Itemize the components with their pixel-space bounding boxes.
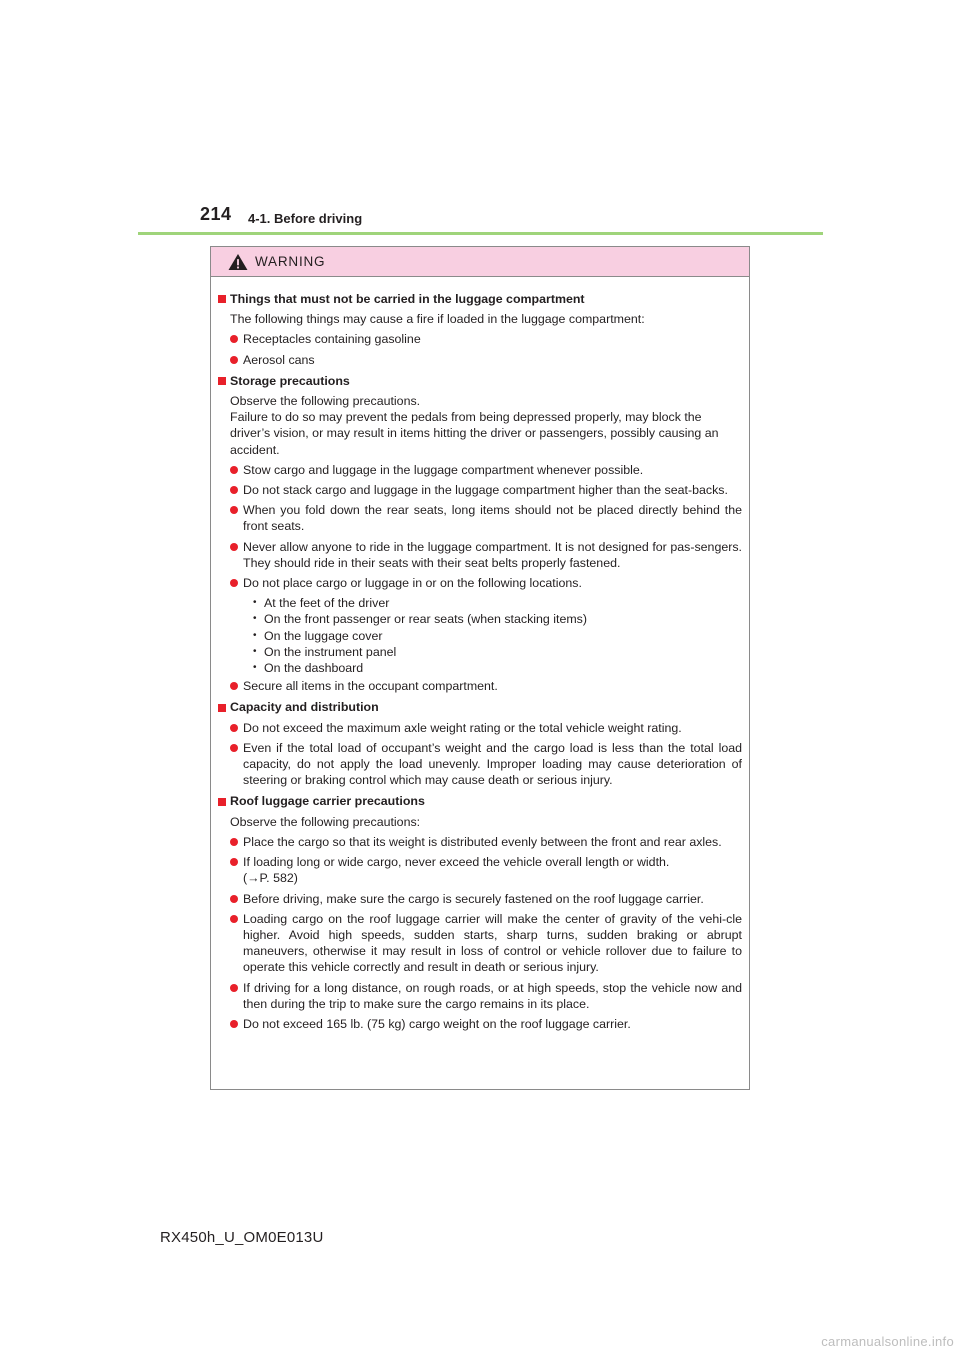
warning-label: WARNING [255,254,326,269]
warning-box [210,246,750,1090]
paragraph: The following things may cause a fire if loaded in the luggage compartment: [230,312,645,327]
round-bullet-icon [230,724,238,732]
round-bullet-icon [230,335,238,343]
square-bullet-icon [218,377,226,385]
sub-item: • At the feet of the driver [253,595,742,611]
list-item: Do not place cargo or luggage in or on the following locations. [218,575,742,591]
location-sublist [218,595,742,676]
round-bullet-icon [230,895,238,903]
model-code-footer: RX450h_U_OM0E013U [160,1229,324,1246]
round-bullet-icon [230,915,238,923]
list-item: Before driving, make sure the cargo is securely fastened on the roof luggage carrier. [218,891,742,907]
sub-item: • On the instrument panel [253,644,742,660]
list-item: Never allow anyone to ride in the luggage compartment. It is not designed for pas-sengers. They should ride in their seats with their seat belts properly fastened. [218,539,742,571]
list-item: Do not stack cargo and luggage in the luggage compartment higher than the seat-backs. [218,482,742,498]
section-title: 4-1. Before driving [248,211,363,226]
round-bullet-icon [230,356,238,364]
list-item: Loading cargo on the roof luggage carrier will make the center of gravity of the vehi-cle higher. Avoid high speeds, sudden starts, sharp turns, sudden braking or abrupt maneuvers, otherwise it may result in loss of control or vehicle rollover due to failure to operate this vehicle correctly and result in death or serious injury. [218,911,742,976]
watermark: carmanualsonline.info [821,1334,954,1349]
round-bullet-icon [230,984,238,992]
list-item: If loading long or wide cargo, never exceed the vehicle overall length or width. (→P. 582) [218,854,742,886]
section-heading: Things that must not be carried in the luggage compartment [218,291,742,307]
list-item: Secure all items in the occupant compartment. [218,678,742,694]
round-bullet-icon [230,744,238,752]
paragraph: Failure to do so may prevent the pedals from being depressed properly, may block the driver’s vision, or may result in items hitting the driver or passengers, possibly causing an accident. [230,410,719,457]
round-bullet-icon [230,543,238,551]
section-heading: Storage precautions [218,373,742,389]
round-bullet-icon [230,838,238,846]
list-item: Even if the total load of occupant’s weight and the cargo load is less than the total load capacity, do not apply the load unevenly. Improper loading may cause deterioration of steering or braking control which may cause death or serious injury. [218,740,742,789]
list-item: When you fold down the rear seats, long items should not be placed directly behind the front seats. [218,502,742,534]
list-item: Place the cargo so that its weight is distributed evenly between the front and rear axles. [218,834,742,850]
list-item: Stow cargo and luggage in the luggage compartment whenever possible. [218,462,742,478]
page-number: 214 [200,204,232,224]
list-item: Do not exceed the maximum axle weight rating or the total vehicle weight rating. [218,720,742,736]
round-bullet-icon [230,1020,238,1028]
sub-item: • On the dashboard [253,660,742,676]
square-bullet-icon [218,295,226,303]
round-bullet-icon [230,486,238,494]
round-bullet-icon [230,579,238,587]
warning-body [211,277,749,1032]
square-bullet-icon [218,704,226,712]
round-bullet-icon [230,466,238,474]
paragraph: Observe the following precautions. [230,394,421,409]
list-item: Aerosol cans [218,352,742,368]
sub-item: • On the luggage cover [253,628,742,644]
page-reference-link[interactable]: (→P. 582) [243,871,298,886]
paragraph: Observe the following precautions: [230,814,421,829]
header-divider [138,232,823,235]
warning-header [211,247,749,277]
sub-item: • On the front passenger or rear seats (when stacking items) [253,611,742,627]
round-bullet-icon [230,682,238,690]
list-item: If driving for a long distance, on rough roads, or at high speeds, stop the vehicle now and then during the trip to make sure the cargo remains in its place. [218,980,742,1012]
section-heading: Roof luggage carrier precautions [218,793,742,809]
square-bullet-icon [218,798,226,806]
section-heading: Capacity and distribution [218,699,742,715]
warning-triangle-icon [227,253,249,271]
list-item: Receptacles containing gasoline [218,331,742,347]
round-bullet-icon [230,858,238,866]
list-item: Do not exceed 165 lb. (75 kg) cargo weight on the roof luggage carrier. [218,1016,742,1032]
round-bullet-icon [230,506,238,514]
